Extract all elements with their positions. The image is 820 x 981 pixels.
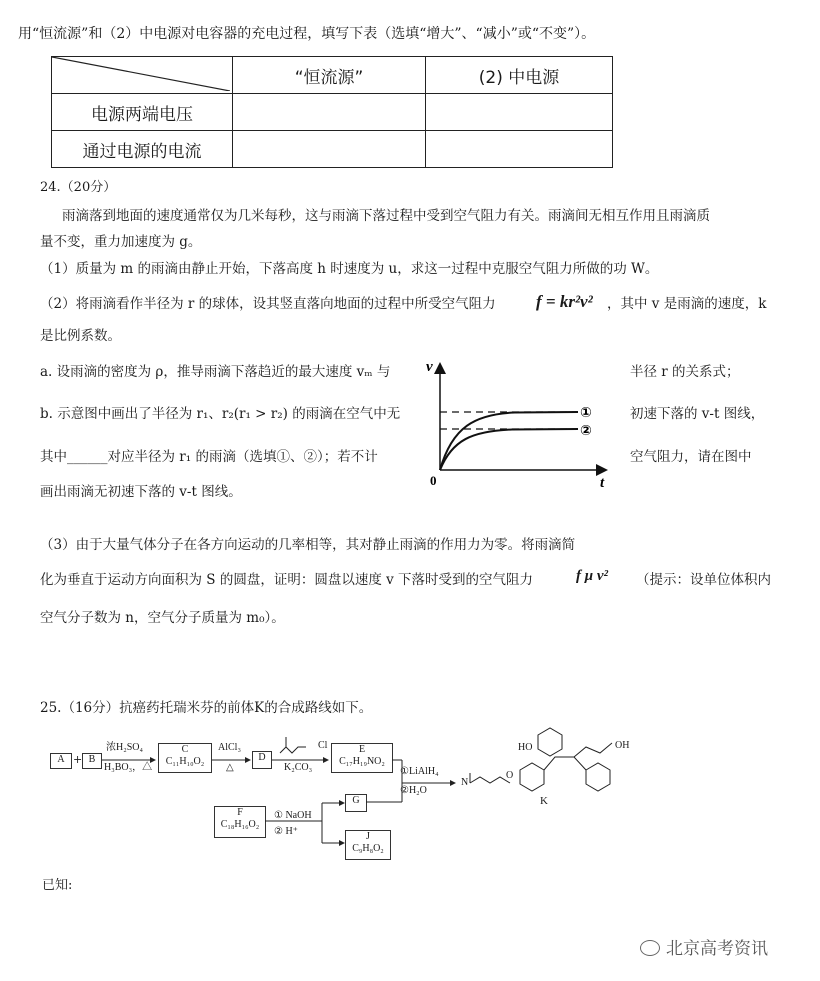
reagent-lialh4: ①LiAlH₄ [400,766,439,777]
q24-part3a: （3）由于大量气体分子在各方向运动的几率相等，其对静止雨滴的作用力为零。将雨滴简 [40,537,576,553]
drag-formula: f = kr²v² [536,292,593,311]
v-label: v [426,359,433,375]
reagent-k2co3: K₂CO₃ [284,762,313,773]
table-header-col2: (2) 中电源 [426,57,613,94]
table-cell-blank [426,131,613,168]
q24-part3b-pre: 化为垂直于运动方向面积为 S 的圆盘，证明：圆盘以速度 v 下落时受到的空气阻力 [40,572,534,588]
q24-part3b-post: （提示：设单位体积内 [636,572,771,588]
plus-sign: + [73,753,83,766]
reagent-h2o: ②H₂O [400,785,427,796]
reagent-heat: △ [226,762,234,773]
q24-b-right: 初速下落的 v-t 图线， [630,406,765,422]
box-C-formula: C₁₁H₁₀O₂ [165,756,205,767]
product-K-label: K [540,795,548,807]
q24-part2-tail: 是比例系数。 [40,328,121,344]
box-E-label: E [358,744,366,755]
reagent-h-plus: ② H⁺ [274,826,298,837]
box-J-label: J [366,831,370,842]
synthesis-arrows [40,725,780,865]
vt-graph [420,355,620,490]
q24-c-right: 空气阻力，请在图中 [630,449,752,465]
curve-2 [440,429,578,470]
q24-part2-post: ，其中 v 是雨滴的速度，k [607,296,767,312]
q24-header: 24.（20分） [40,180,117,195]
q24-a-left: a. 设雨滴的密度为 ρ，推导雨滴下落趋近的最大速度 vₘ 与 [40,364,391,380]
table-cell-blank [233,94,426,131]
box-E-formula: C₁₇H₁₉NO₂ [339,756,385,767]
known-label: 已知: [42,878,73,893]
box-D: D [252,751,272,769]
table-header-col1: “恒流源” [233,57,426,94]
watermark-text: 北京高考资讯 [666,939,768,959]
q24-para1b: 量不变，重力加速度为 g。 [40,234,202,250]
reagent-h3bo3: H₃BO₃，△ [104,762,153,773]
box-C-label: C [181,744,189,755]
box-F-formula: C₁₈H₁₆O₂ [220,819,260,830]
t-label: t [600,475,605,490]
table-row-label-current: 通过电源的电流 [52,131,233,168]
q24-para1a: 雨滴落到地面的速度通常仅为几米每秒，这与雨滴下落过程中受到空气阻力有关。雨滴间无相互作用且雨滴质 [62,208,710,224]
q24-c-left: 其中______对应半径为 r₁ 的雨滴（选填①、②）；若不计 [40,449,378,465]
q25-header: 25.（16分）抗癌药托瑞米芬的前体K的合成路线如下。 [40,700,373,716]
watermark [640,934,768,959]
reagent-cl: Cl [318,740,328,751]
reagent-h2so4: 浓H₂SO₄ [106,742,143,753]
diagonal-line [52,57,230,91]
fill-table [51,56,613,168]
q24-d-left: 画出雨滴无初速下落的 v-t 图线。 [40,484,242,500]
q24-part1: （1）质量为 m 的雨滴由静止开始，下落高度 h 时速度为 u，求这一过程中克服空气阻力所做的功 W。 [40,261,659,277]
k-nitrogen: N [461,777,469,788]
q24-part3c: 空气分子数为 n，空气分子质量为 m₀）。 [40,610,285,626]
box-J-formula: C₉H₈O₂ [352,843,384,854]
reagent-alcl3: AlCl₃ [218,742,241,753]
table-row-label-voltage: 电源两端电压 [52,94,233,131]
k-hydroxyl-left: HO [518,742,533,753]
proportion-formula: f μ v² [576,568,608,584]
q24-a-right: 半径 r 的关系式； [630,364,740,380]
table-cell-blank [233,131,426,168]
origin-label: 0 [430,473,437,488]
k-hydroxyl-right: OH [615,740,630,751]
intro-line: 用“恒流源”和（2）中电源对电容器的充电过程，填写下表（选填“增大”、“减小”或“不变”）。 [18,26,596,42]
box-A: A [50,753,72,769]
box-B: B [82,753,102,769]
wechat-icon [640,940,660,956]
reagent-naoh: ① NaOH [274,810,312,821]
curve-2-label: ② [580,423,592,439]
q24-part2-pre: （2）将雨滴看作半径为 r 的球体，设其竖直落向地面的过程中所受空气阻力 [40,296,496,312]
box-F-label: F [237,807,243,818]
q24-b-left: b. 示意图中画出了半径为 r₁、r₂(r₁ > r₂) 的雨滴在空气中无 [40,406,401,422]
box-G: G [345,794,367,812]
curve-1-label: ① [580,405,592,421]
k-oxygen: O [506,770,514,781]
table-cell-blank [426,94,613,131]
table-corner-cell [52,57,233,94]
